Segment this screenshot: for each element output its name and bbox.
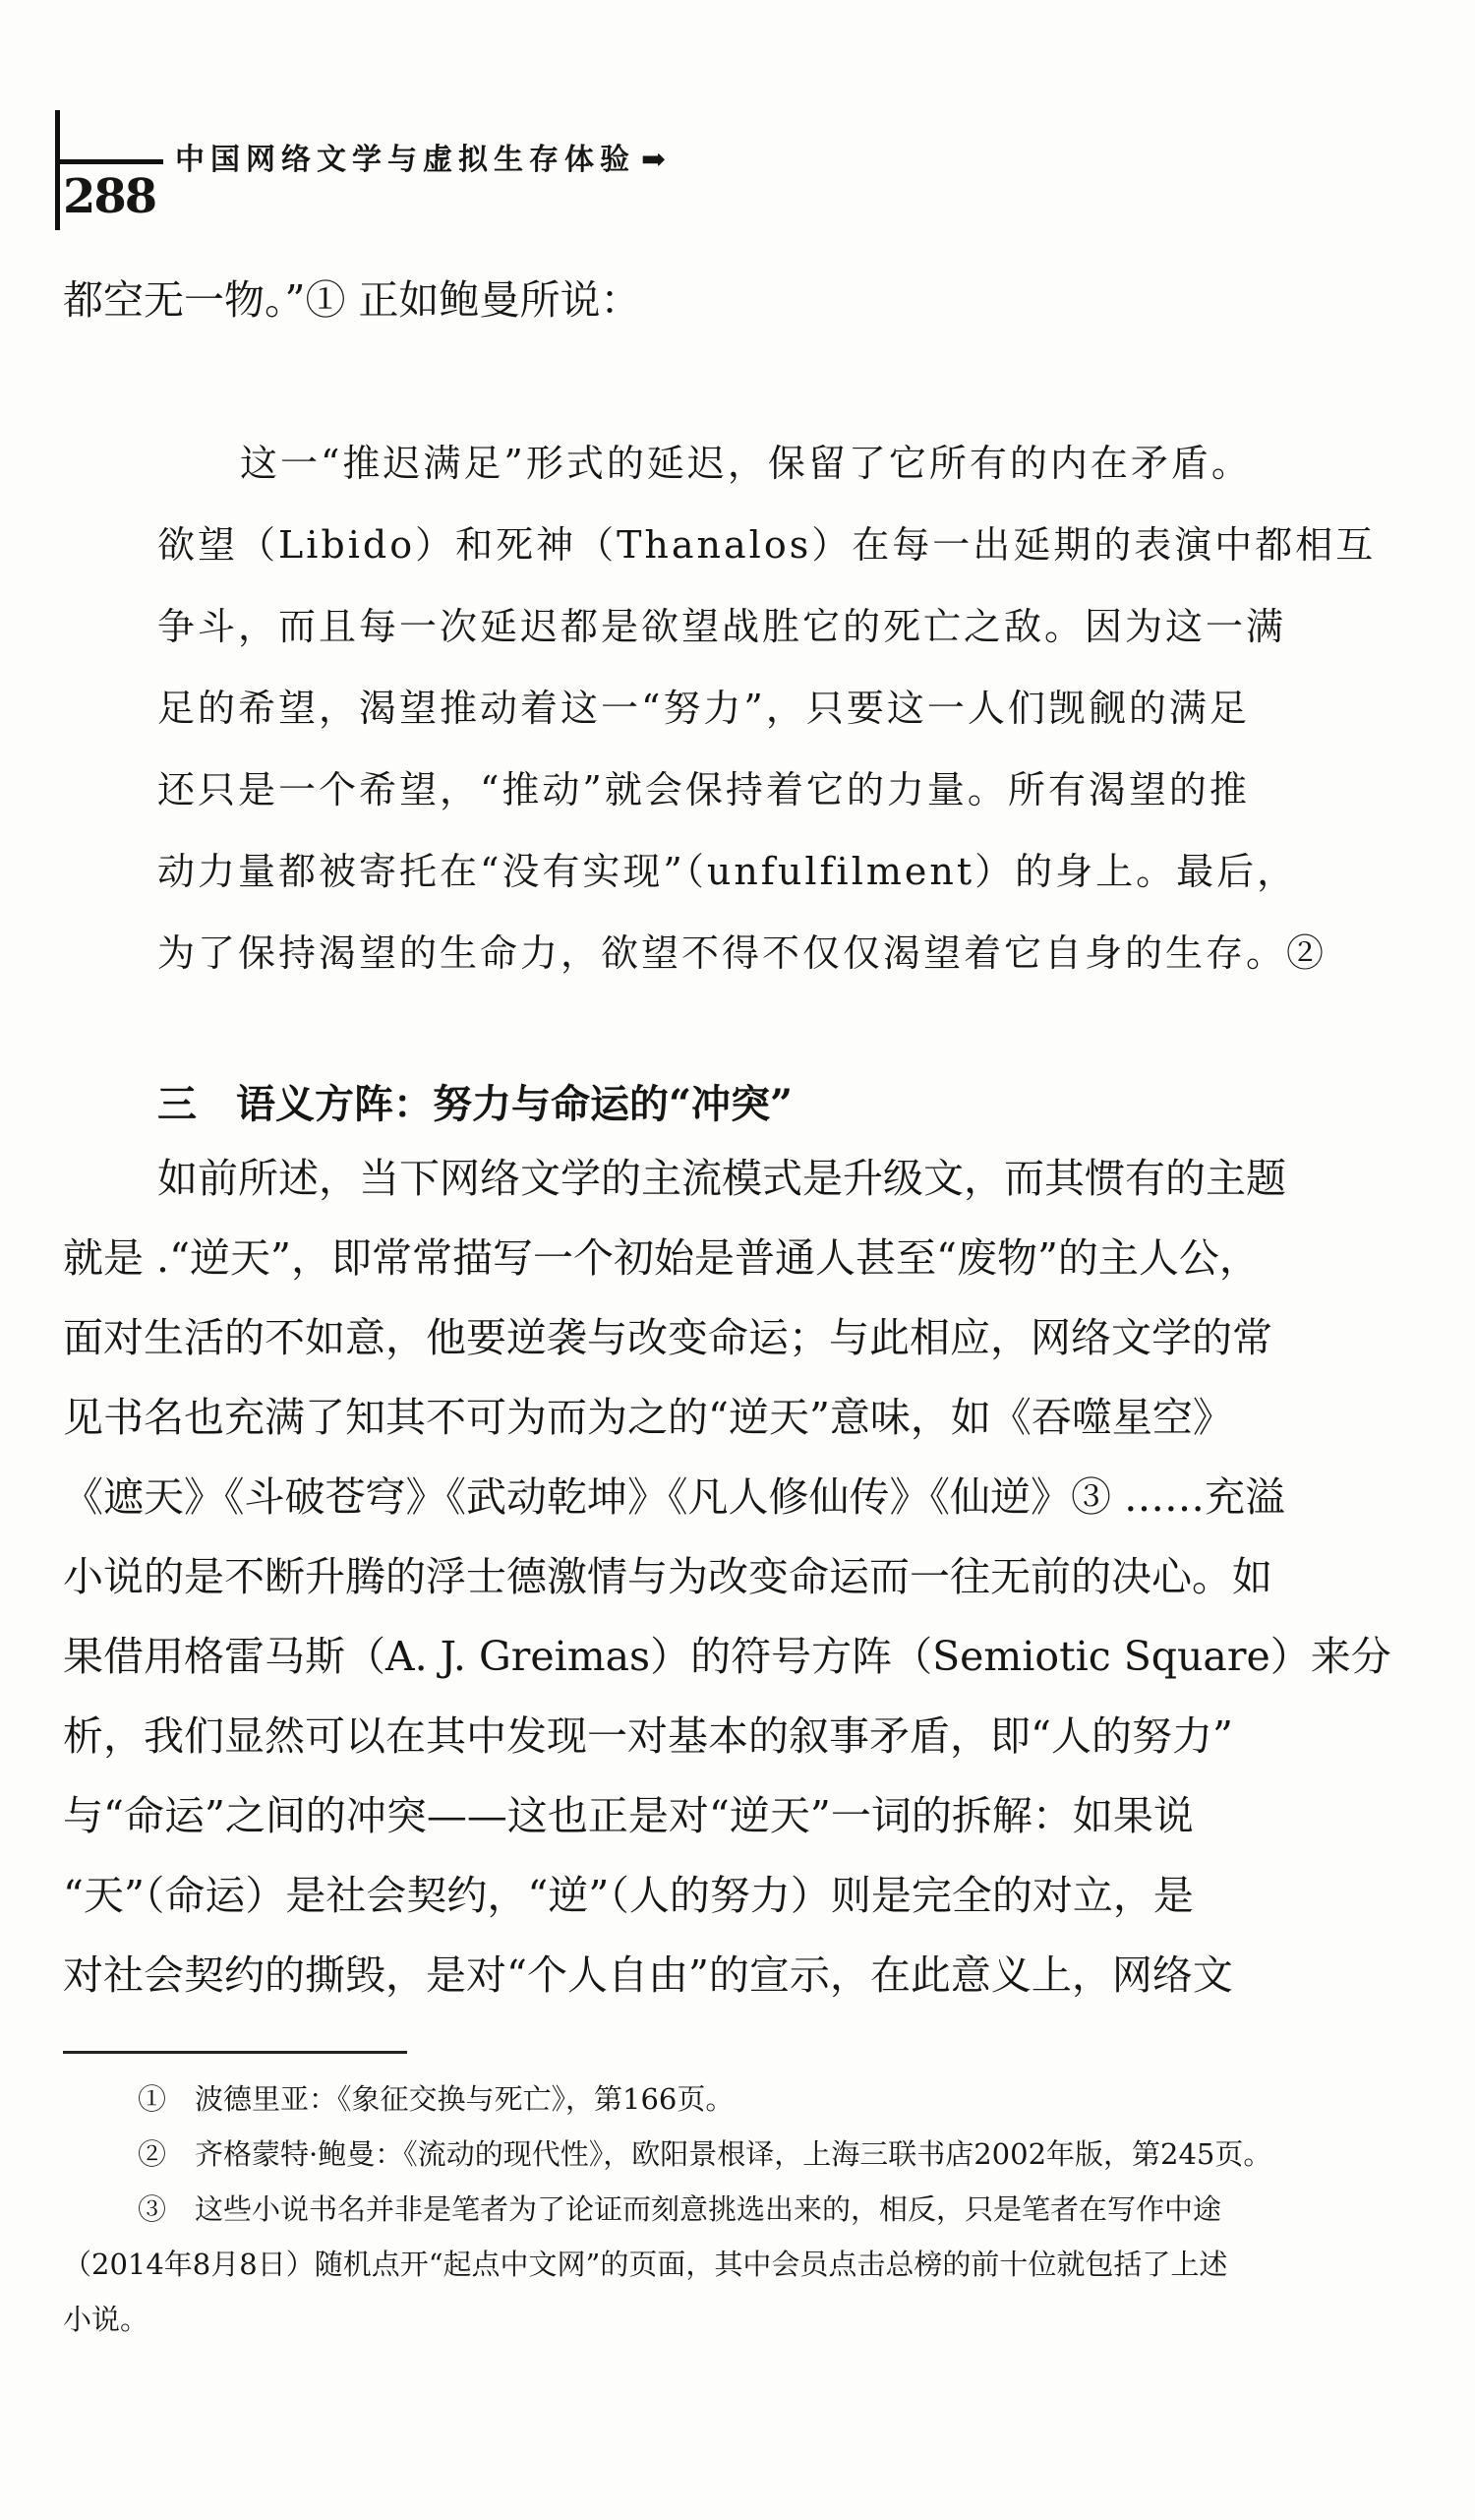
body-top-line: 都空无一物。”① 正如鲍曼所说： [63,276,641,324]
body-line-7: 果借用格雷马斯（A. J. Greimas）的符号方阵（Semiotic Square）来分 [63,1633,1391,1680]
quote-line-2: 欲望（Libido）和死神（Thanalos）在每一出延期的表演中都相互 [157,523,1377,567]
footnote-1: ① 波德里亚：《象征交换与死亡》，第166页。 [138,2082,735,2116]
body-line-5: 《遮天》《斗破苍穹》《武动乾坤》《凡人修仙传》《仙逆》③ ……充溢 [63,1473,1286,1521]
body-line-11: 对社会契约的撕毁，是对“个人自由”的宣示，在此意义上，网络文 [63,1951,1233,1999]
header-vertical-rule [55,110,60,230]
body-line-8: 析，我们显然可以在其中发现一对基本的叙事矛盾，即“人的努力” [63,1712,1233,1760]
footnote-3-line-2: （2014年8月8日）随机点开“起点中文网”的页面，其中会员点击总榜的前十位就包括了上述 [63,2248,1228,2281]
arrow-right-icon: ➡ [641,143,673,177]
footnote-2: ② 齐格蒙特·鲍曼：《流动的现代性》，欧阳景根译，上海三联书店2002年版，第245页。 [138,2137,1272,2171]
quote-line-7: 为了保持渴望的生命力，欲望不得不仅仅渴望着它自身的生存。② [157,931,1328,975]
section-heading: 三 语义方阵：努力与命运的“冲突” [157,1081,794,1127]
quote-line-3: 争斗，而且每一次延迟都是欲望战胜它的死亡之敌。因为这一满 [157,605,1287,648]
quote-line-6: 动力量都被寄托在“没有实现”（unfulfilment）的身上。最后， [157,850,1298,893]
running-title [175,143,673,177]
quote-line-1: 这一“推迟满足”形式的延迟，保留了它所有的内在矛盾。 [240,442,1252,485]
body-line-4: 见书名也充满了知其不可为而为之的“逆天”意味，如《吞噬星空》 [63,1394,1233,1441]
body-line-10: “天”（命运）是社会契约，“逆”（人的努力）则是完全的对立，是 [63,1872,1194,1919]
quote-line-5: 还只是一个希望，“推动”就会保持着它的力量。所有渴望的推 [157,768,1250,811]
running-title-text: 中国网络文学与虚拟生存体验 [175,143,635,177]
footnote-3-line-3: 小说。 [63,2303,149,2336]
body-line-6: 小说的是不断升腾的浮士德激情与为改变命运而一往无前的决心。如 [63,1553,1272,1600]
body-line-3: 面对生活的不如意，他要逆袭与改变命运；与此相应，网络文学的常 [63,1314,1272,1361]
footnote-rule [63,2051,407,2054]
footnote-3-line-1: ③ 这些小说书名并非是笔者为了论证而刻意挑选出来的，相反，只是笔者在写作中途 [138,2192,1222,2226]
header-horizontal-rule [55,159,163,164]
body-line-2: 就是 .“逆天”，即常常描写一个初始是普通人甚至“废物”的主人公， [63,1234,1260,1282]
body-line-9: 与“命运”之间的冲突——这也正是对“逆天”一词的拆解：如果说 [63,1792,1194,1839]
body-line-1: 如前所述，当下网络文学的主流模式是升级文，而其惯有的主题 [157,1155,1286,1202]
page-number: 288 [63,169,156,224]
quote-line-4: 足的希望，渴望推动着这一“努力”，只要这一人们觊觎的满足 [157,687,1250,730]
